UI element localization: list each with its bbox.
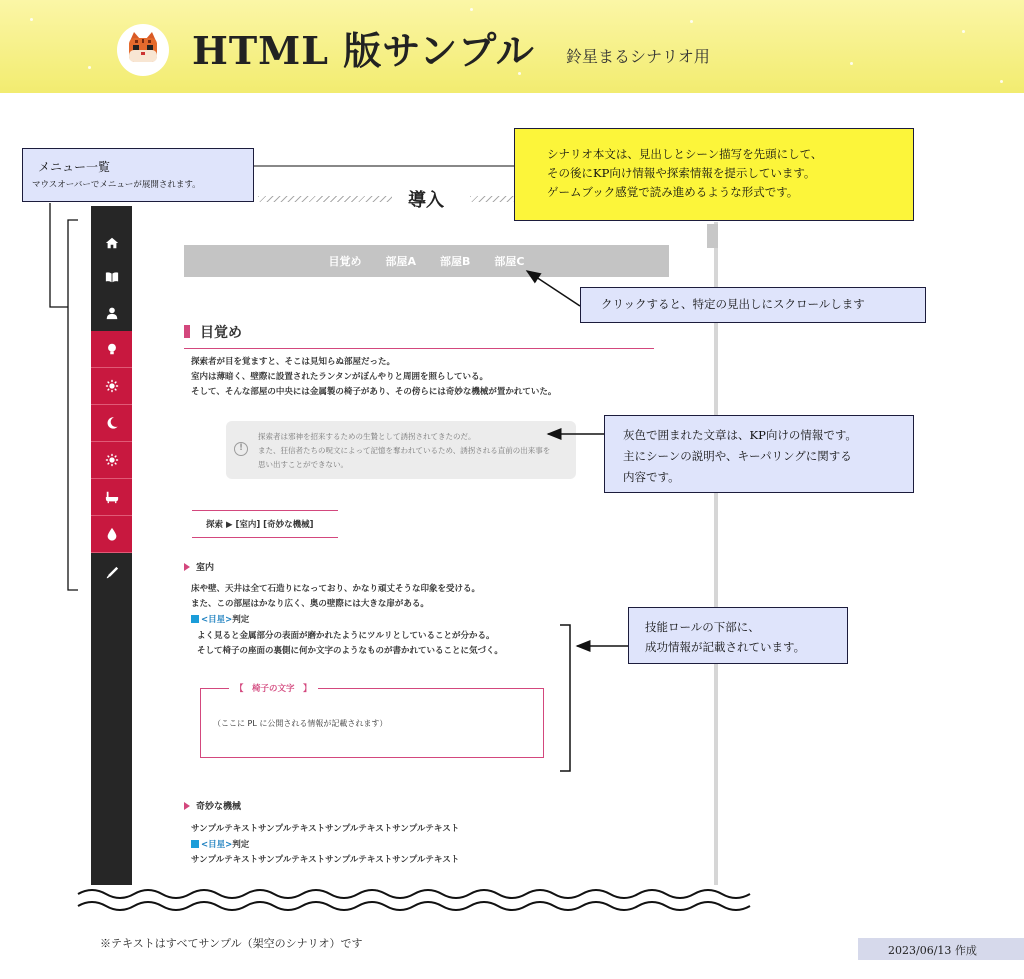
menu-annotation bbox=[22, 148, 254, 202]
scenario-annotation-line: ゲームブック感覚で読み進めるような形式です。 bbox=[547, 185, 799, 199]
scenario-annotation-line: その後にKP向け情報や探索情報を提示しています。 bbox=[547, 166, 816, 180]
kp-annotation-line: 灰色で囲まれた文章は、KP向けの情報です。 bbox=[623, 428, 857, 442]
kp-info-line: また、狂信者たちの呪文によって記憶を奪われているため、誘拐される直前の出来事を bbox=[258, 446, 551, 455]
kp-annotation bbox=[604, 415, 914, 493]
kp-info-line: 探索者は邪神を招来するための生贄として誘拐されてきたのだ。 bbox=[258, 432, 476, 441]
footer-note: ※テキストはすべてサンプル（架空のシナリオ）です bbox=[100, 937, 363, 950]
explore-label[interactable]: 探索 ▶ [室内] [奇妙な機械] bbox=[206, 520, 314, 530]
skill-annotation-line: 成功情報が記載されています。 bbox=[645, 640, 806, 654]
tab-room-c[interactable]: 部屋C bbox=[494, 255, 525, 268]
skill-check-name: <目星> bbox=[201, 615, 233, 625]
machine-text-line: サンプルテキストサンプルテキストサンプルテキストサンプルテキスト bbox=[191, 824, 460, 834]
skill-annotation bbox=[628, 607, 848, 664]
section-heading-text: 目覚め bbox=[200, 325, 242, 341]
created-date: 2023/06/13 作成 bbox=[858, 938, 1024, 960]
skill-annotation-line: 技能ロールの下部に、 bbox=[645, 620, 760, 634]
handout-title: 【 椅子の文字 】 bbox=[229, 682, 318, 694]
handout-body: （ここに PL に公開される情報が記載されます） bbox=[213, 719, 388, 728]
success-line: よく見ると金属部分の表面が磨かれたようにツルリとしていることが分かる。 bbox=[197, 631, 495, 641]
room-text-line: また、この部屋はかなり広く、奥の壁際には大きな扉がある。 bbox=[191, 599, 429, 609]
kp-info-line: 思い出すことができない。 bbox=[258, 460, 348, 469]
tab-room-a[interactable]: 部屋A bbox=[385, 255, 417, 268]
tab-wake[interactable]: 目覚め bbox=[328, 255, 362, 268]
skill-check-name: <目星> bbox=[201, 840, 233, 850]
intro-text-line: 探索者が目を覚ますと、そこは見知らぬ部屋だった。 bbox=[191, 357, 396, 367]
menu-annotation-desc: マウスオーバーでメニューが展開されます。 bbox=[32, 180, 201, 190]
page-title: 導入 bbox=[408, 190, 444, 211]
banner-title: HTML 版サンプル bbox=[192, 28, 535, 73]
success-line: そして椅子の座面の裏側に何か文字のようなものが書かれていることに気づく。 bbox=[197, 646, 503, 656]
subheading-room-text: 室内 bbox=[196, 563, 215, 573]
skill-check-suffix: 判定 bbox=[232, 840, 250, 850]
skill-check-suffix: 判定 bbox=[232, 615, 250, 625]
machine-text-line: サンプルテキストサンプルテキストサンプルテキストサンプルテキスト bbox=[191, 855, 460, 865]
kp-annotation-line: 内容です。 bbox=[623, 470, 680, 484]
scenario-annotation bbox=[514, 128, 914, 221]
intro-text-line: 室内は薄暗く、壁際に設置されたランタンがぼんやりと周囲を照らしている。 bbox=[191, 372, 488, 382]
menu-annotation-title: メニュー一覧 bbox=[38, 160, 111, 174]
subheading-machine-text: 奇妙な機械 bbox=[196, 802, 242, 812]
tab-click-annotation: クリックすると、特定の見出しにスクロールします bbox=[580, 287, 926, 323]
intro-text-line: そして、そんな部屋の中央には金属製の椅子があり、その傍らには奇妙な機械が置かれていた。 bbox=[191, 387, 557, 397]
scenario-annotation-line: シナリオ本文は、見出しとシーン描写を先頭にして、 bbox=[547, 147, 823, 161]
banner-subtitle: 鈴星まるシナリオ用 bbox=[566, 47, 710, 66]
tab-room-b[interactable]: 部屋B bbox=[440, 255, 471, 268]
room-text-line: 床や壁、天井は全て石造りになっており、かなり頑丈そうな印象を受ける。 bbox=[191, 584, 481, 594]
exclamation-icon: ! bbox=[234, 442, 248, 456]
kp-annotation-line: 主にシーンの説明や、キーパリングに関する bbox=[623, 449, 852, 463]
